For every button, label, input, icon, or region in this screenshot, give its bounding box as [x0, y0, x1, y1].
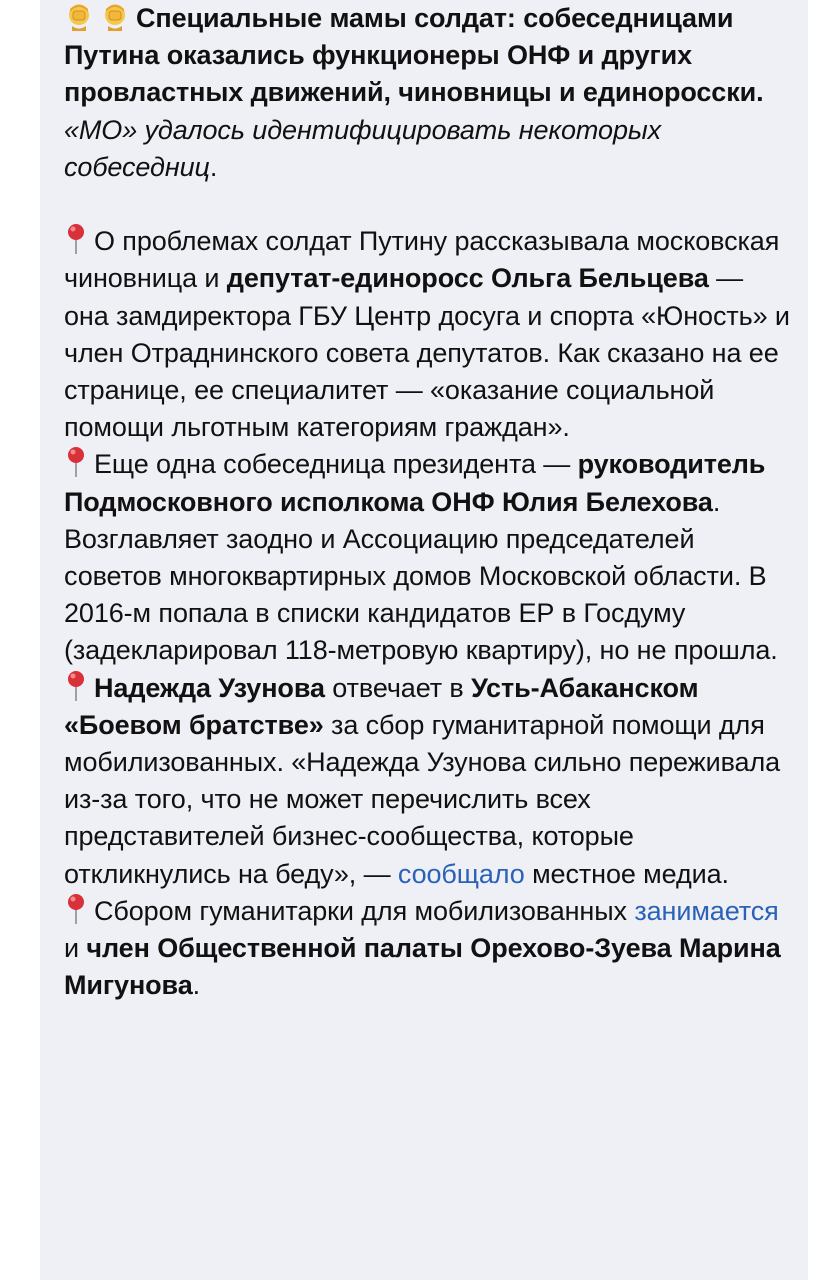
- list-item: [64, 446, 794, 669]
- pin-icon: [64, 893, 88, 925]
- item-bold: член Общественной палаты Орехово-Зуева Марина Мигунова: [64, 933, 781, 1001]
- item-bold: депутат-единоросс Ольга Бельцева: [226, 263, 709, 294]
- item-bold: Усть-Абаканском «Боевом братстве»: [64, 672, 699, 740]
- list-item: [64, 223, 794, 446]
- facepalm-icon: [100, 1, 130, 31]
- item-text: Сбором гуманитарки для мобилизованных: [94, 895, 635, 926]
- pin-icon: [64, 670, 88, 702]
- message-text: [64, 0, 794, 1004]
- source-link[interactable]: занимается: [634, 895, 779, 926]
- intro-paragraph: [64, 0, 794, 186]
- intro-bold: Специальные мамы солдат: собеседницами Путина оказались функционеры ОНФ и других провластных движений, чиновницы и единоросски.: [64, 3, 764, 108]
- list-item: [64, 893, 794, 1005]
- message-bubble: [40, 0, 808, 1280]
- list-item: [64, 670, 794, 893]
- paragraph-gap: [64, 186, 794, 223]
- item-text: — она замдиректора ГБУ Центр досуга и спорта «Юность» и член Отраднинского совета депутатов. Как сказано на ее странице, ее специалитет — «оказание социальной помощи льготным категориям граждан».: [64, 263, 790, 443]
- pin-icon: [64, 446, 88, 478]
- item-text: . Возглавляет заодно и Ассоциацию председателей советов многоквартирных домов Московской области. В 2016-м попала в списки кандидатов ЕР в Госдуму (задекларировал 118-метровую квартиру), но не прошла.: [64, 486, 778, 666]
- item-text: О проблемах солдат Путину рассказывала московская чиновница и: [64, 226, 780, 294]
- item-bold: Надежда Узунова: [94, 672, 325, 703]
- item-text: Еще одна собеседница президента —: [94, 449, 578, 480]
- source-link[interactable]: сообщало: [397, 858, 525, 889]
- item-text: и: [64, 933, 87, 964]
- item-text: местное медиа.: [524, 858, 729, 889]
- item-text: за сбор гуманитарной помощи для мобилизованных. «Надежда Узунова сильно переживала из-за того, что не может перечислить всех представителей бизнес-сообщества, которые откликнулись на беду», —: [64, 709, 781, 889]
- intro-italic: «МО» удалось идентифицировать некоторых собеседниц: [64, 114, 662, 182]
- item-bold: руководитель Подмосковного исполкома ОНФ Юлия Белехова: [64, 449, 766, 517]
- intro-end: .: [209, 151, 218, 182]
- item-text: отвечает в: [324, 672, 472, 703]
- facepalm-icon: [64, 1, 94, 31]
- pin-icon: [64, 223, 88, 255]
- item-text: .: [192, 970, 201, 1001]
